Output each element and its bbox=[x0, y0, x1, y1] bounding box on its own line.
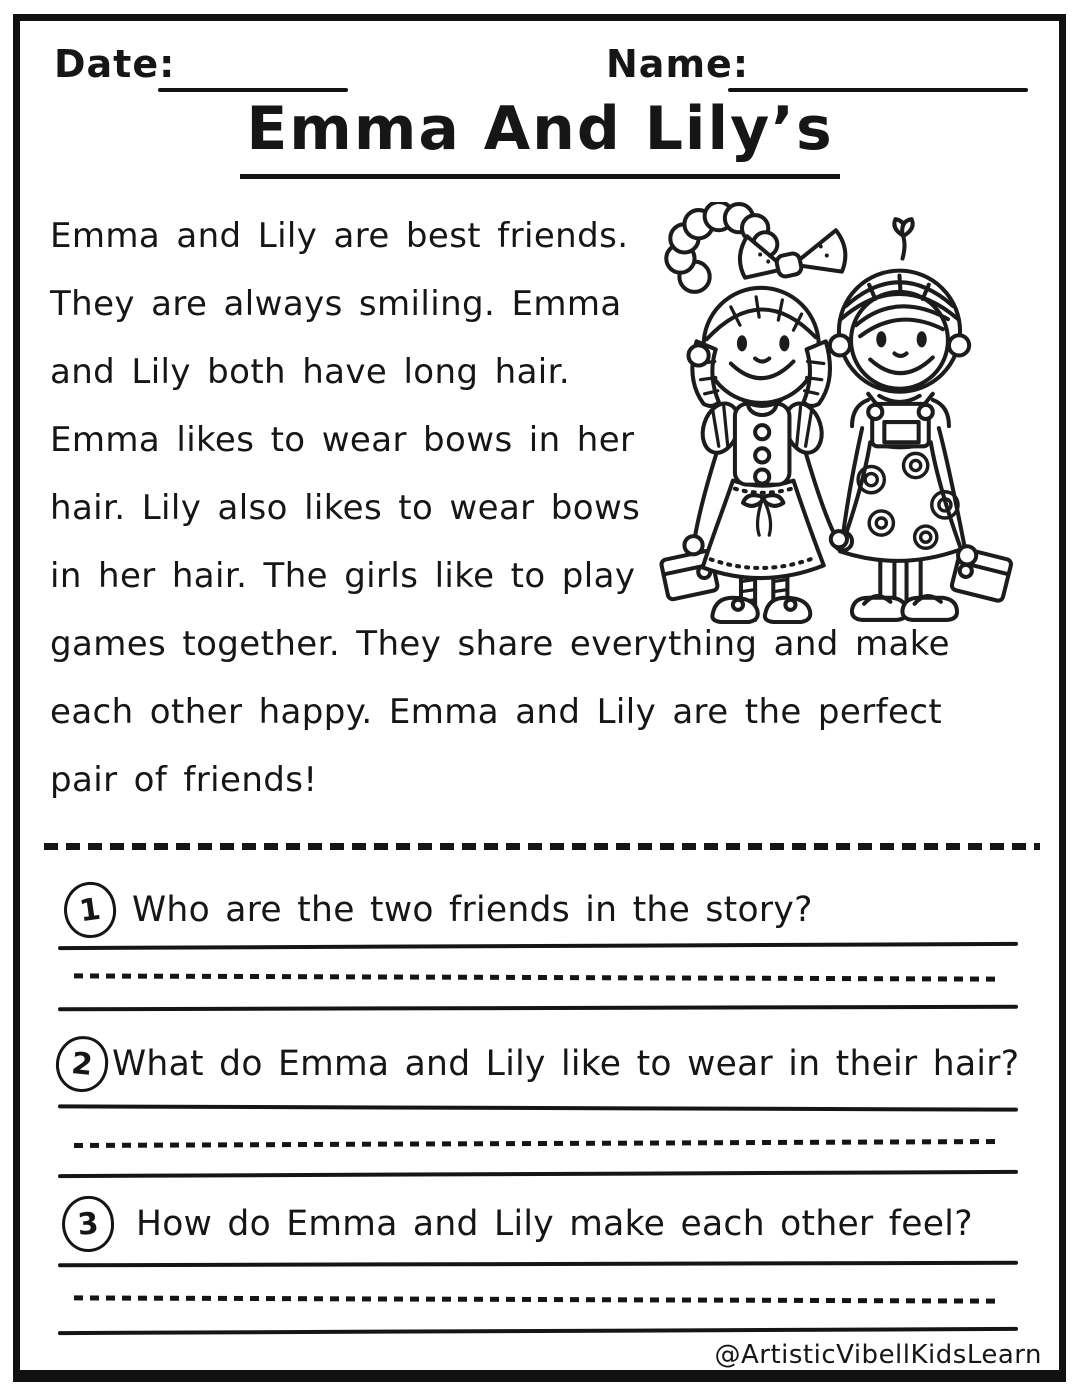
answer-line-solid bbox=[58, 1327, 1018, 1335]
question-number: 1 bbox=[60, 879, 119, 942]
question-text: How do Emma and Lily make each other feel? bbox=[136, 1204, 973, 1244]
girl-lily bbox=[830, 219, 1012, 620]
story-line: Emma and Lily are best friends. bbox=[50, 216, 629, 256]
story-line: games together. They share everything and make bbox=[50, 624, 950, 664]
name-label: Name: bbox=[606, 42, 750, 86]
story-line: hair. Lily also likes to wear bows bbox=[50, 488, 641, 528]
answer-line-dashed bbox=[74, 1139, 1002, 1148]
story-line: each other happy. Emma and Lily are the perfect bbox=[50, 692, 943, 732]
answer-line-solid bbox=[58, 1170, 1018, 1178]
story-line: Emma likes to wear bows in her bbox=[50, 420, 635, 460]
answer-line-solid bbox=[58, 1261, 1018, 1268]
date-label: Date: bbox=[54, 42, 176, 86]
title-wrap bbox=[0, 94, 1080, 179]
question-number: 2 bbox=[53, 1033, 111, 1094]
question-number: 3 bbox=[60, 1194, 117, 1254]
girl-emma bbox=[661, 202, 846, 622]
answer-line-dashed bbox=[74, 1295, 1002, 1303]
answer-line-dashed bbox=[74, 973, 1002, 981]
story-line: pair of friends! bbox=[50, 760, 318, 800]
story-line: in her hair. The girls like to play bbox=[50, 556, 636, 596]
answer-line-solid bbox=[58, 942, 1018, 950]
date-blank-line bbox=[158, 88, 348, 92]
story-line: and Lily both have long hair. bbox=[50, 352, 571, 392]
question-text: What do Emma and Lily like to wear in their hair? bbox=[112, 1044, 1020, 1084]
credit-handle: @ArtisticVibellKidsLearn bbox=[714, 1340, 1042, 1370]
answer-line-solid bbox=[58, 1005, 1018, 1012]
name-blank-line bbox=[728, 88, 1028, 92]
clasped-hands bbox=[831, 531, 847, 547]
question-text: Who are the two friends in the story? bbox=[132, 890, 813, 930]
two-girls-illustration bbox=[642, 202, 1056, 626]
worksheet-title: Emma And Lily’s bbox=[240, 94, 839, 179]
story-line: They are always smiling. Emma bbox=[50, 284, 622, 324]
section-divider bbox=[44, 843, 1040, 850]
answer-line-solid bbox=[58, 1104, 1018, 1111]
